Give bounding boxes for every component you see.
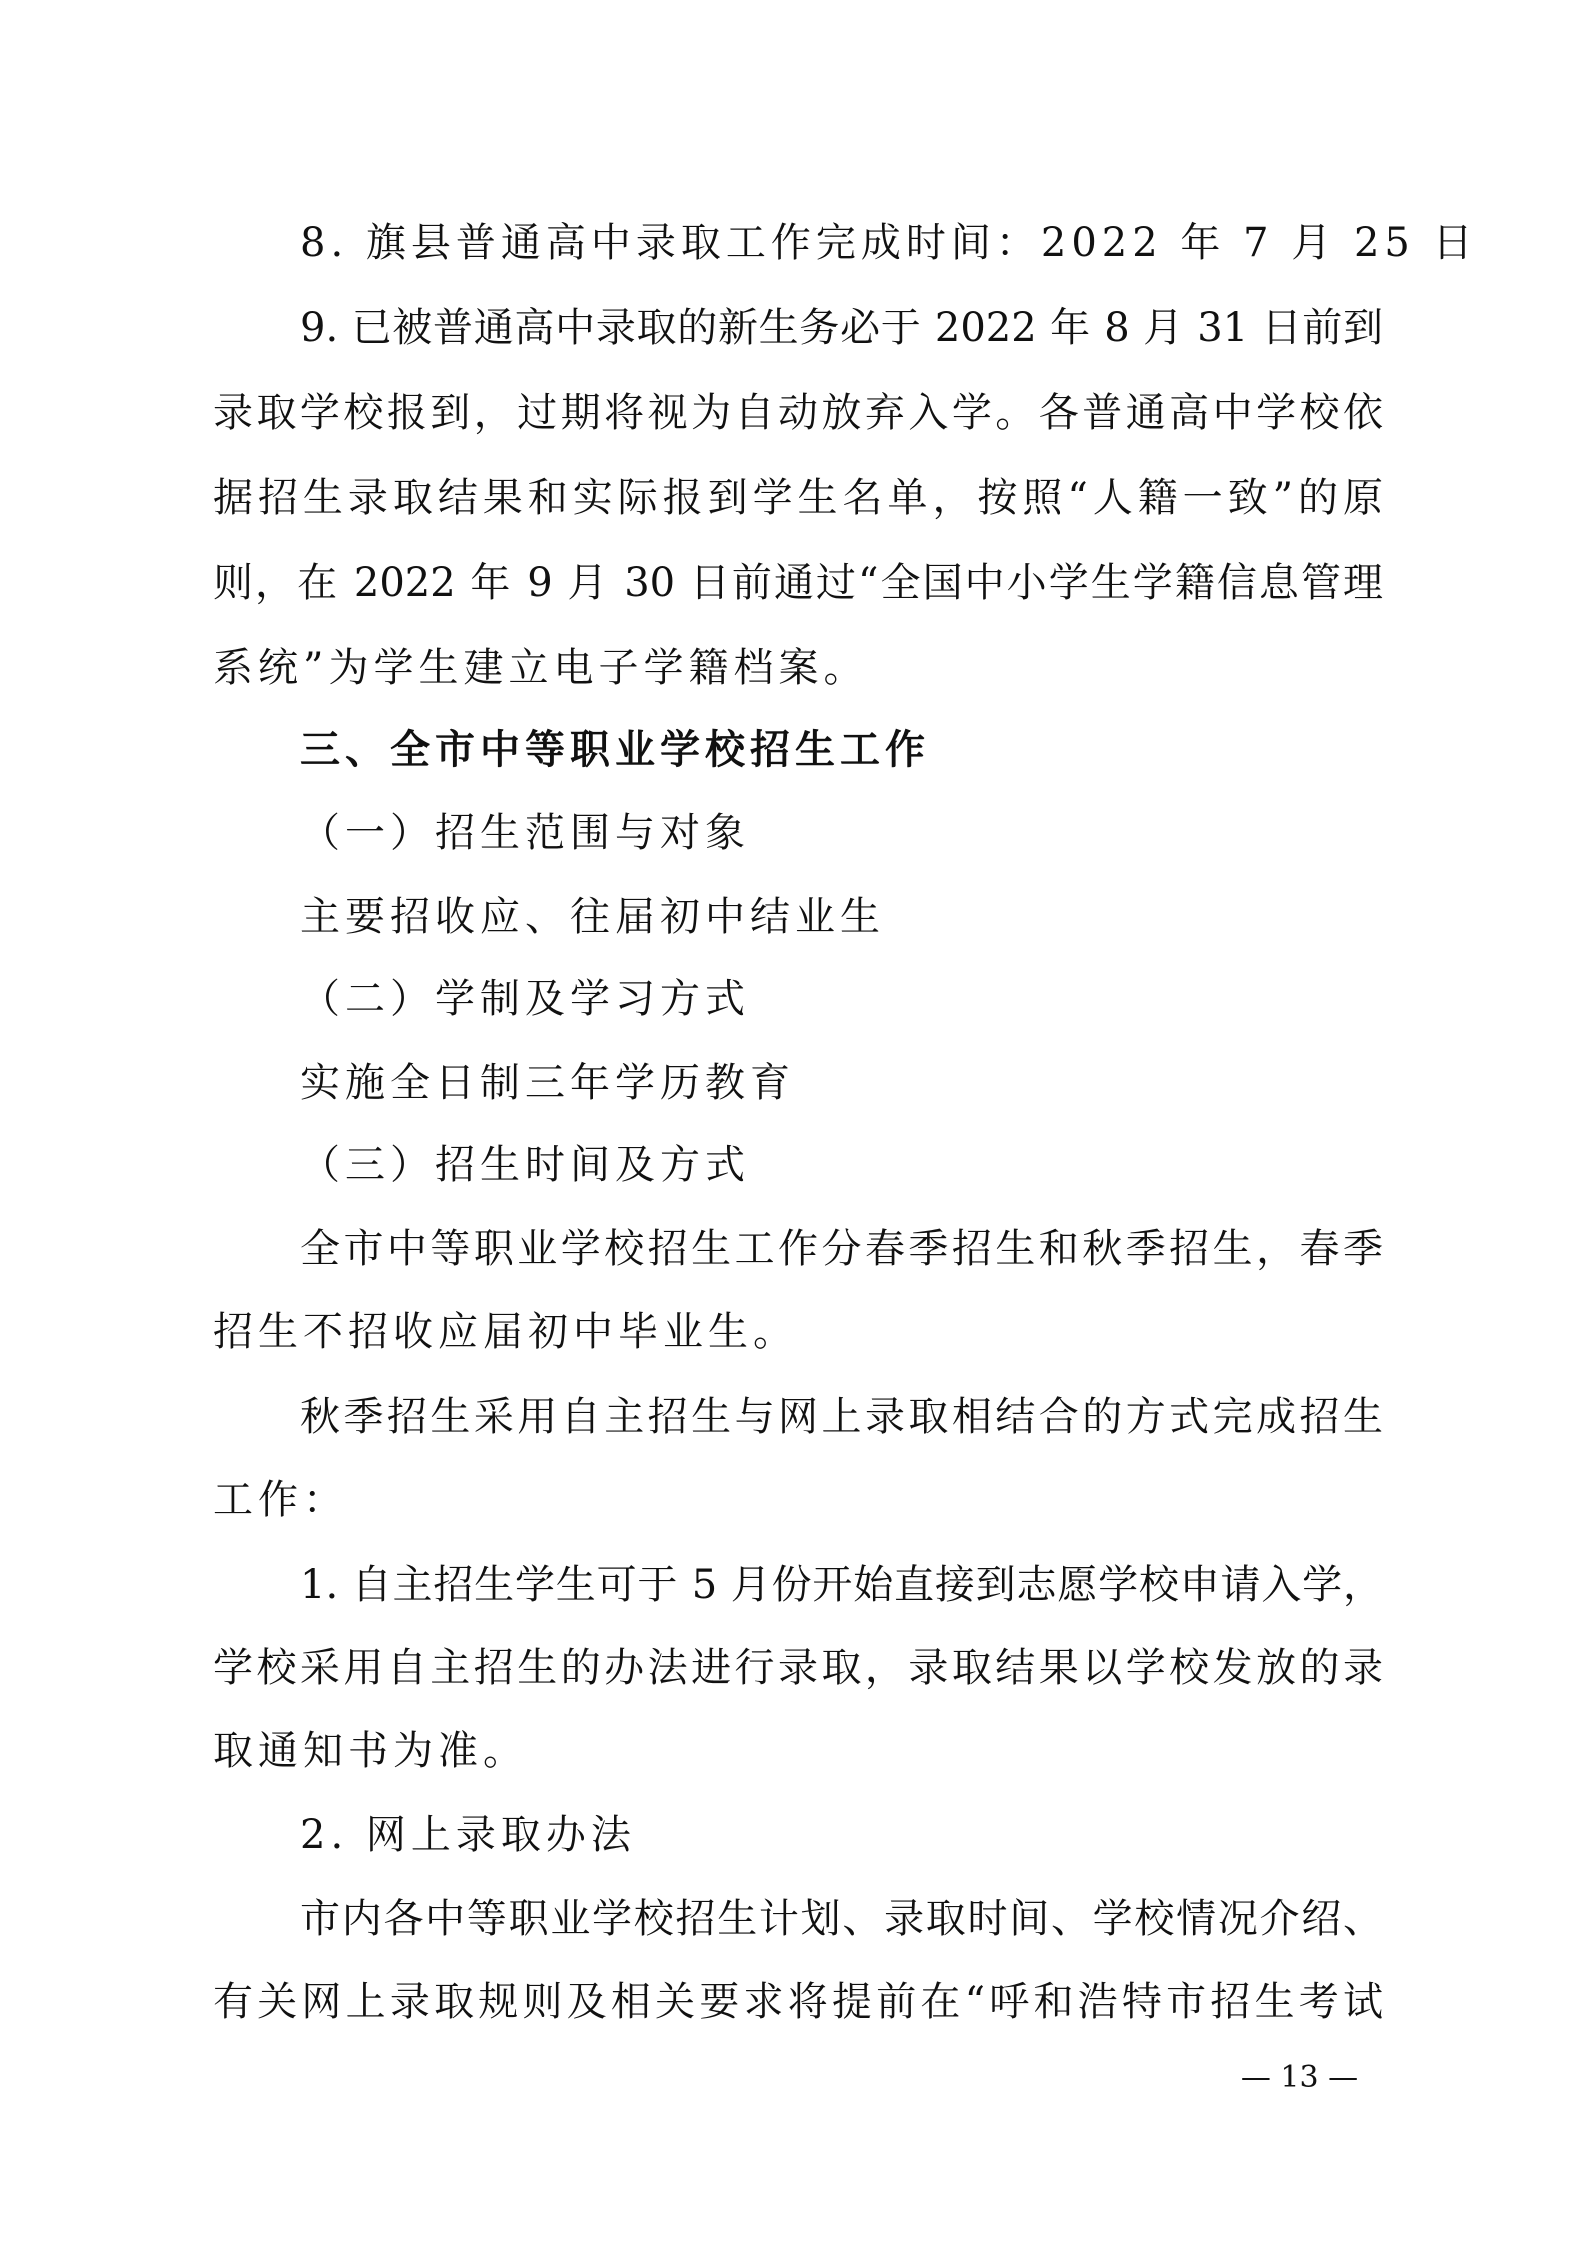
paragraph-system: 实施全日制三年学历教育	[300, 1060, 795, 1106]
page-number: — 13 —	[1240, 2060, 1359, 2095]
paragraph-item-2: 2. 网上录取办法	[300, 1812, 636, 1858]
paragraph-seasons-line-1: 全市中等职业学校招生工作分春季招生和秋季招生，春季	[300, 1226, 1383, 1272]
paragraph-online-line-2: 有关网上录取规则及相关要求将提前在“呼和浩特市招生考试	[213, 1979, 1383, 2025]
paragraph-item-9-line-2: 录取学校报到，过期将视为自动放弃入学。各普通高中学校依	[213, 390, 1383, 436]
paragraph-scope: 主要招收应、往届初中结业生	[300, 894, 885, 940]
sub-heading-scope: （一）招生范围与对象	[300, 810, 750, 856]
paragraph-item-1-line-3: 取通知书为准。	[213, 1728, 528, 1774]
paragraph-autumn-line-1: 秋季招生采用自主招生与网上录取相结合的方式完成招生	[300, 1394, 1383, 1440]
paragraph-item-9-line-5: 系统”为学生建立电子学籍档案。	[213, 645, 869, 691]
paragraph-seasons-line-2: 招生不招收应届初中毕业生。	[213, 1309, 798, 1355]
sub-heading-time-method: （三）招生时间及方式	[300, 1142, 750, 1188]
paragraph-item-1-line-2: 学校采用自主招生的办法进行录取，录取结果以学校发放的录	[213, 1645, 1383, 1691]
section-heading-3: 三、全市中等职业学校招生工作	[300, 727, 930, 773]
paragraph-item-9-line-1: 9. 已被普通高中录取的新生务必于 2022 年 8 月 31 日前到	[300, 305, 1383, 351]
paragraph-item-8: 8. 旗县普通高中录取工作完成时间：2022 年 7 月 25 日	[300, 220, 1478, 266]
sub-heading-system: （二）学制及学习方式	[300, 976, 750, 1022]
paragraph-item-1-line-1: 1. 自主招生学生可于 5 月份开始直接到志愿学校申请入学，	[300, 1562, 1383, 1608]
paragraph-item-9-line-4: 则，在 2022 年 9 月 30 日前通过“全国中小学生学籍信息管理	[213, 560, 1383, 606]
paragraph-item-9-line-3: 据招生录取结果和实际报到学生名单，按照“人籍一致”的原	[213, 475, 1383, 521]
paragraph-online-line-1: 市内各中等职业学校招生计划、录取时间、学校情况介绍、	[300, 1896, 1383, 1942]
paragraph-autumn-line-2: 工作：	[213, 1477, 348, 1523]
